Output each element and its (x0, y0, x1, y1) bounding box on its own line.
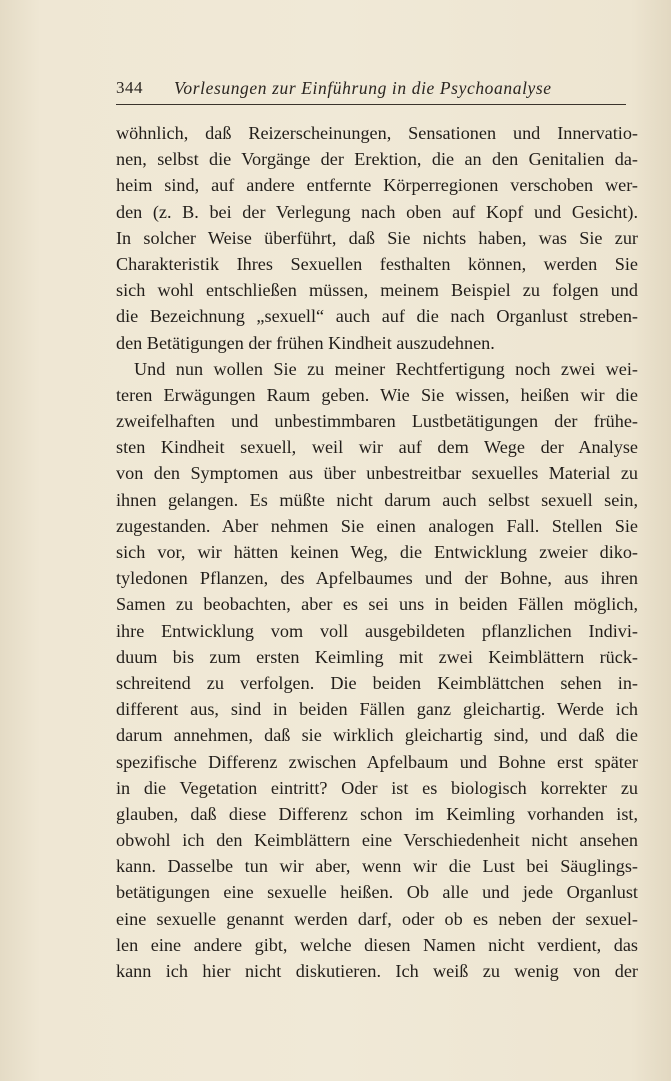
text-line: nen, selbst die Vorgänge der Erektion, die an den Genitalien da- (116, 149, 638, 170)
page-header (116, 78, 626, 102)
text-line: obwohl ich den Keimblättern eine Verschiedenheit nicht ansehen (116, 830, 638, 851)
text-line: den (z. B. bei der Verlegung nach oben auf Kopf und Gesicht). (116, 201, 638, 222)
text-line: in die Vegetation eintritt? Oder ist es biologisch korrekter zu (116, 777, 638, 798)
text-line: kann ich hier nicht diskutieren. Ich weiß zu wenig von der (116, 961, 638, 981)
text-line: betätigungen eine sexuelle heißen. Ob alle und jede Organlust (116, 882, 638, 903)
text-line: spezifische Differenz zwischen Apfelbaum und Bohne erst später (116, 751, 638, 772)
text-line: zweifelhaften und unbestimmbaren Lustbetätigungen der frühe- (116, 411, 638, 432)
text-line: wöhnlich, daß Reizerscheinungen, Sensationen und Innervatio- (116, 123, 638, 143)
text-line: Und nun wollen Sie zu meiner Rechtfertigung noch zwei wei- (134, 358, 638, 379)
text-line: schreitend zu verfolgen. Die beiden Keimblättchen sehen in- (116, 672, 638, 693)
body-text (116, 120, 638, 984)
text-line: sich vor, wir hätten keinen Weg, die Entwicklung zweier diko- (116, 542, 638, 562)
text-line: den Betätigungen der frühen Kindheit auszudehnen. (116, 332, 495, 353)
text-line: eine sexuelle genannt werden darf, oder ob es neben der sexuel- (116, 908, 638, 929)
text-line: ihnen gelangen. Es müßte nicht darum auch selbst sexuell sein, (116, 489, 638, 510)
text-line: sich wohl entschließen müssen, meinem Beispiel zu folgen und (116, 280, 638, 301)
text-line: duum bis zum ersten Keimling mit zwei Keimblättern rück- (116, 646, 638, 667)
text-line: Samen zu beobachten, aber es sei uns in beiden Fällen möglich, (116, 594, 638, 615)
text-line: different aus, sind in beiden Fällen ganz gleichartig. Werde ich (116, 699, 638, 720)
page-number: 344 (116, 78, 143, 97)
text-line: die Bezeichnung „sexuell“ auch auf die nach Organlust streben- (116, 306, 638, 327)
text-line: heim sind, auf andere entfernte Körperregionen verschoben wer- (116, 175, 638, 196)
text-line: len eine andere gibt, welche diesen Namen nicht verdient, das (116, 934, 638, 955)
text-line: zugestanden. Aber nehmen Sie einen analogen Fall. Stellen Sie (116, 515, 638, 536)
text-line: Charakteristik Ihres Sexuellen festhalten können, werden Sie (116, 253, 638, 274)
header-rule (116, 104, 626, 105)
text-line: ihre Entwicklung vom voll ausgebildeten pflanzlichen Indivi- (116, 620, 638, 641)
text-line: kann. Dasselbe tun wir aber, wenn wir die Lust bei Säuglings- (116, 856, 638, 877)
text-line: von den Symptomen aus über unbestreitbar sexuelles Material zu (116, 463, 638, 484)
text-line: glauben, daß diese Differenz schon im Keimling vorhanden ist, (116, 803, 638, 824)
text-line: teren Erwägungen Raum geben. Wie Sie wissen, heißen wir die (116, 384, 638, 405)
text-line: sten Kindheit sexuell, weil wir auf dem Wege der Analyse (116, 437, 638, 458)
text-line: darum annehmen, daß sie wirklich gleichartig sind, und daß die (116, 725, 638, 746)
text-line: In solcher Weise überführt, daß Sie nichts haben, was Sie zur (116, 227, 638, 248)
text-line: tyledonen Pflanzen, des Apfelbaumes und der Bohne, aus ihren (116, 568, 638, 589)
running-title: Vorlesungen zur Einführung in die Psychoanalyse (174, 78, 552, 98)
